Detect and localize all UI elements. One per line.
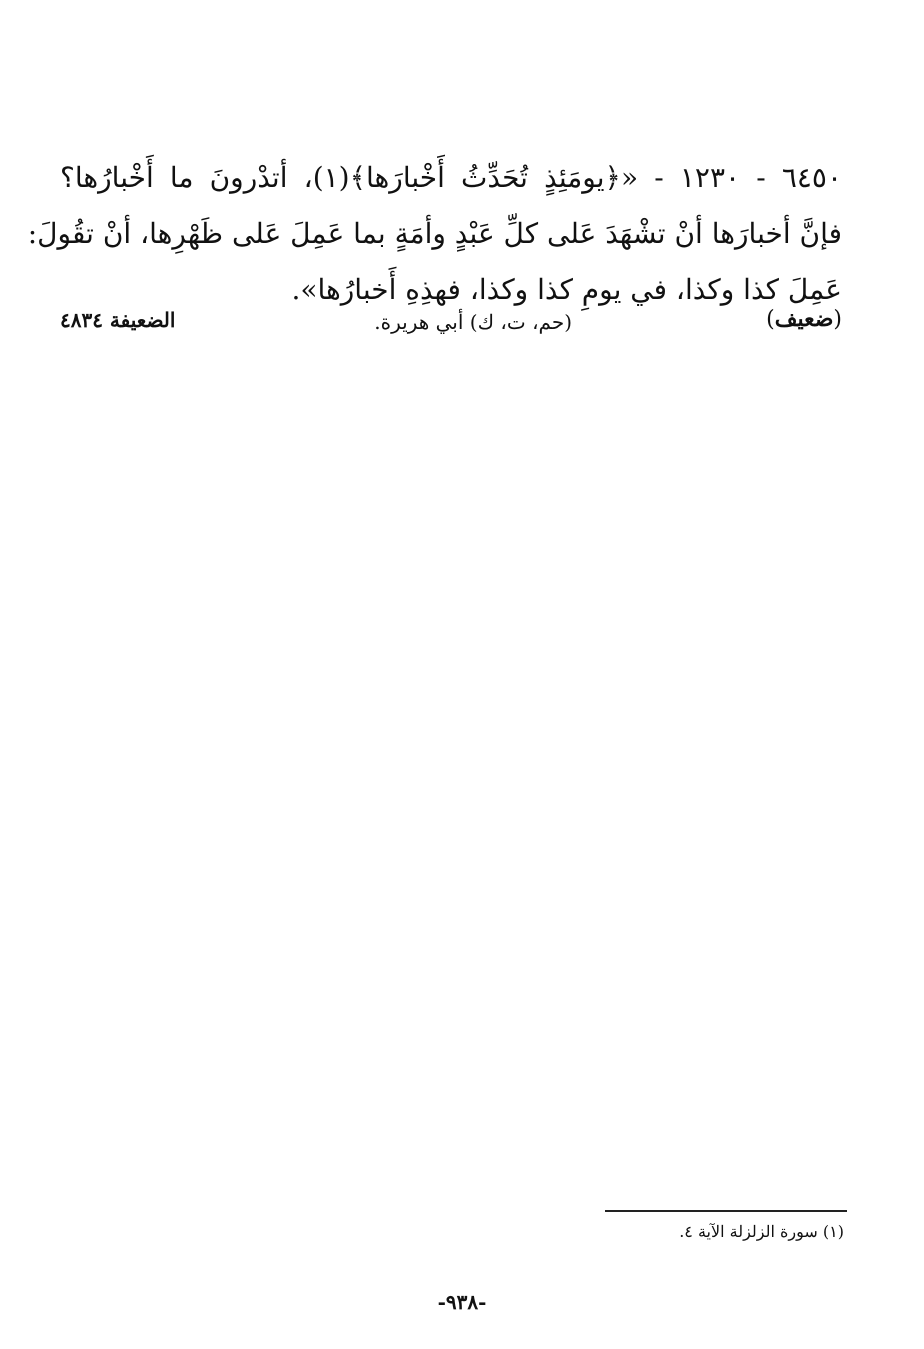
page-number: -٩٣٨-: [437, 1290, 487, 1314]
grade-text: ضعيف: [774, 306, 834, 332]
source-citation: (حم، ت، ك) أبي هريرة.: [374, 310, 572, 334]
footnote-divider: [605, 1210, 847, 1212]
hadith-line: عَمِلَ كذا وكذا، في يومِ كذا وكذا، فهذِهِ أَخبارُها».: [291, 273, 842, 306]
grade-bracket-close: ): [766, 307, 775, 332]
grade-label: [766, 306, 842, 332]
hadith-line: ٦٤٥٠ - ١٢٣٠ - «﴿يومَئِذٍ تُحَدِّثُ أَخْبارَها﴾(١)، أتدْرونَ ما أَخْبارُها؟: [60, 161, 842, 194]
hadith-meta: [60, 306, 842, 342]
hadith-text: [27, 150, 842, 318]
grade-bracket-open: (: [833, 307, 842, 332]
hadith-line: فإنَّ أخبارَها أنْ تشْهَدَ عَلى كلِّ عَبْدٍ وأمَةٍ بما عَمِلَ عَلى ظَهْرِها، أنْ تقُولَ:: [27, 217, 842, 250]
reference-number: الضعيفة ٤٨٣٤: [60, 308, 176, 332]
footnote: (١) سورة الزلزلة الآية ٤.: [679, 1222, 844, 1241]
